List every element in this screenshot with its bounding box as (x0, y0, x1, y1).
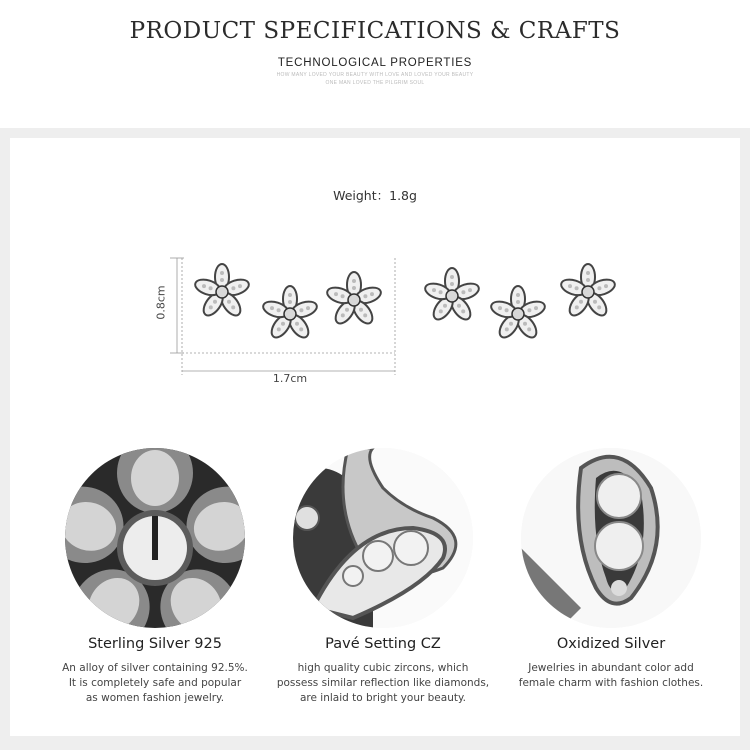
feature-title: Oxidized Silver (556, 636, 666, 652)
feature-description-line: It is completely safe and popular (68, 677, 242, 689)
feature-description-line: Jewelries in abundant color add (528, 662, 694, 674)
page-subtitle: TECHNOLOGICAL PROPERTIES (277, 57, 473, 69)
feature-title: Pavé Setting CZ (325, 636, 441, 652)
feature-title: Sterling Silver 925 (88, 636, 222, 652)
width-dimension: 1.7cm (272, 372, 308, 385)
feature-description-line: An alloy of silver containing 92.5%. (62, 662, 248, 674)
feature-oxidized-silver (521, 448, 701, 628)
weight-label: Weight：1.8g (333, 188, 417, 203)
feature-description (491, 661, 731, 691)
earring-right-image (410, 252, 630, 357)
tagline: ONE MAN LOVED THE PILGRIM SOUL (325, 80, 425, 86)
sterling-silver-closeup-image (65, 448, 245, 628)
feature-description-line: possess similar reflection like diamonds, (276, 677, 490, 689)
feature-description-line: high quality cubic zircons, which (297, 662, 469, 674)
feature-description-line: as women fashion jewelry. (85, 692, 225, 704)
feature-description-line: female charm with fashion clothes. (518, 677, 704, 689)
feature-description (263, 661, 503, 706)
pave-setting-closeup-image (293, 448, 473, 628)
tagline: HOW MANY LOVED YOUR BEAUTY WITH LOVE AND LOVED YOUR BEAUTY (276, 72, 474, 78)
feature-sterling-silver (65, 448, 245, 628)
earring-left-image (180, 252, 400, 357)
feature-description-line: are inlaid to bright your beauty. (299, 692, 467, 704)
feature-description (35, 661, 275, 706)
feature-pave-setting (293, 448, 473, 628)
height-dimension: 0.8cm (154, 285, 168, 320)
oxidized-silver-closeup-image (521, 448, 701, 628)
header (0, 0, 750, 128)
page-title: PRODUCT SPECIFICATIONS & CRAFTS (129, 18, 621, 44)
